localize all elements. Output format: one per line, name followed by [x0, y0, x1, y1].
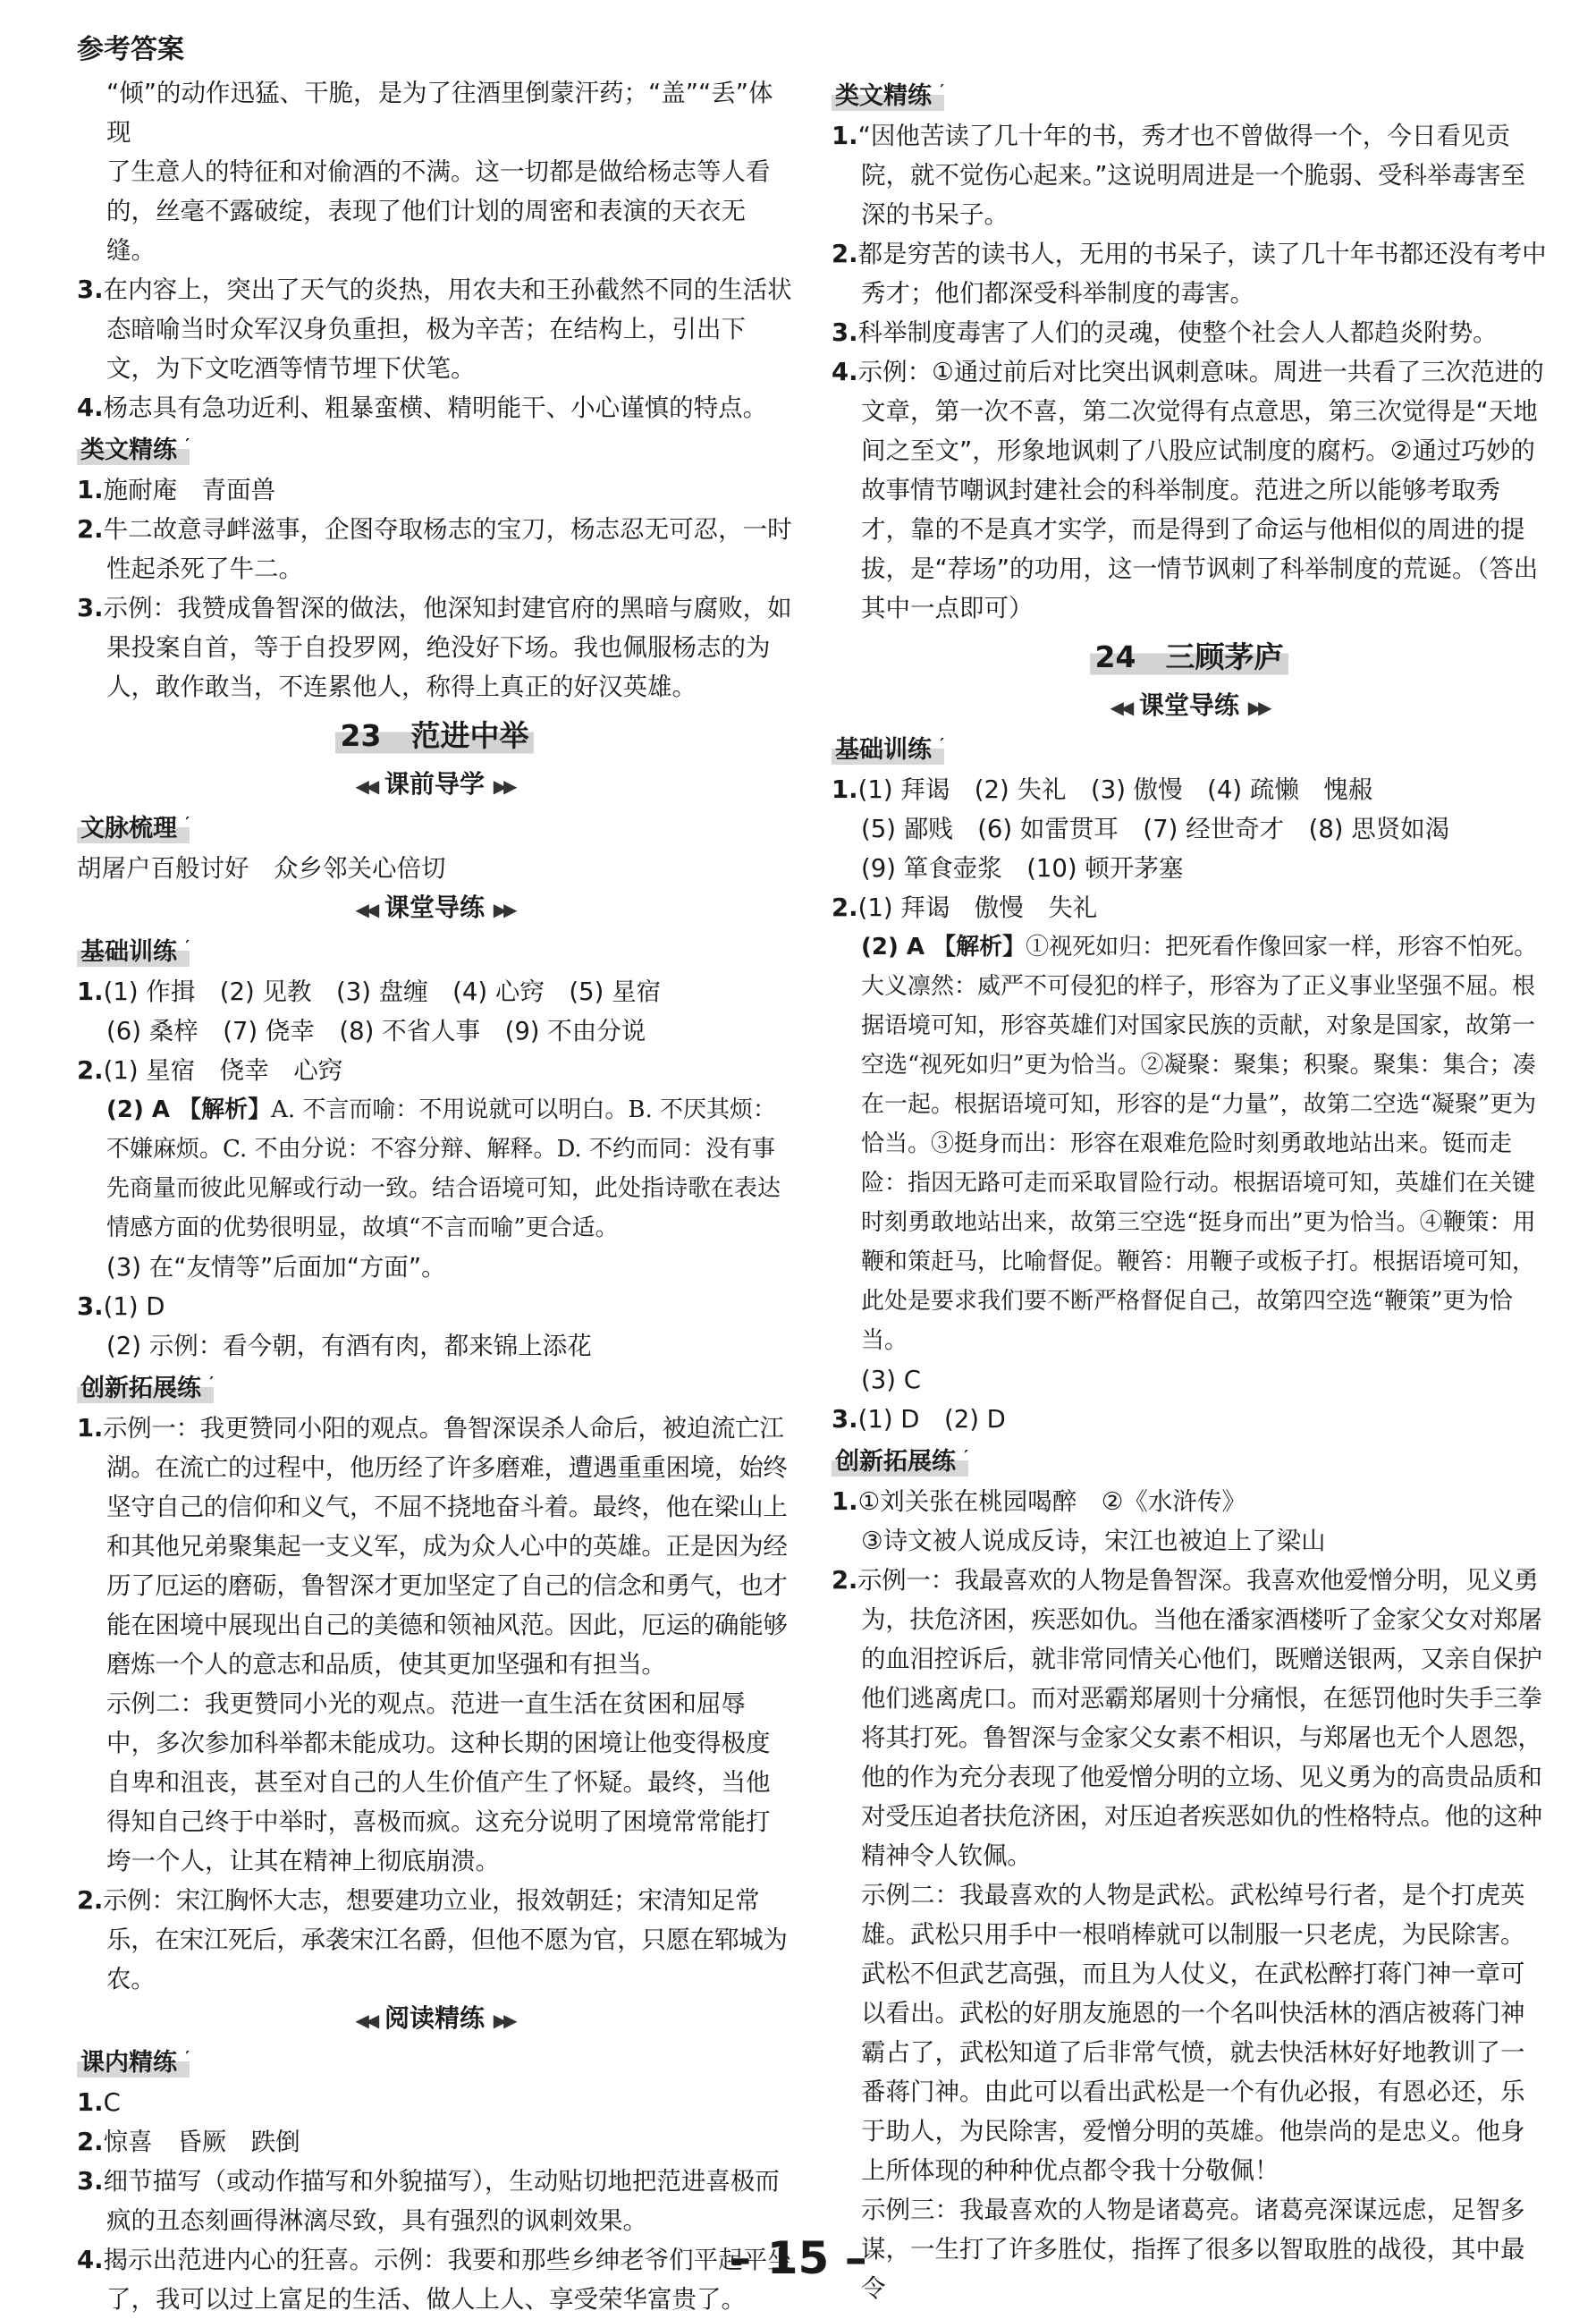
lesson-title-23: 23 范进中举 — [77, 715, 792, 757]
chuangxin-answer-1-line2: ③诗文被人说成反诗，宋江也被迫上了梁山 — [861, 1527, 1326, 1555]
answer-4: 4.杨志具有急功近利、粗暴蛮横、精明能干、小心谨慎的特点。 — [77, 394, 768, 422]
leiwen-answer-1: 1.施耐庵 青面兽 — [77, 476, 276, 504]
kenei-answer-2: 2.惊喜 昏厥 跌倒 — [77, 2128, 300, 2156]
intro-line: 的，丝毫不露破绽，表现了他们计划的周密和表演的天衣无缝。 — [106, 197, 746, 265]
banner-kqdx: ◀◀ 课前导学 ▶▶ — [355, 769, 514, 799]
section-title-chuangxin: 创新拓展练 ′ — [832, 1444, 968, 1480]
banner-ktdl: ◀◀ 课堂导练 ▶▶ — [1110, 690, 1269, 720]
page-header: 参考答案 — [77, 34, 184, 65]
kenei-answer-1: 1.C — [77, 2088, 121, 2117]
leiwen-answer-3: 3.示例：我赞成鲁智深的做法，他深知封建官府的黑暗与腐败，如果投案自首，等于自投罗网，绝没好下场。我也佩服杨志的为人，敢作敢当，不连累他人，称得上真正的好汉英雄。 — [77, 594, 792, 701]
jichu-answer-1: 1.(1) 作揖 (2) 见教 (3) 盘缠 (4) 心窍 (5) 星宿 — [77, 978, 662, 1006]
jichu-answer-1-line2: (5) 鄙贱 (6) 如雷贯耳 (7) 经世奇才 (8) 思贤如渴 — [861, 815, 1450, 843]
right-column — [832, 73, 1547, 2308]
chuangxin-answer-2: 2.示例一：我最喜欢的人物是鲁智深。我喜欢他爱憎分明，见义勇为，扶危济困，疾恶如仇。当他在潘家酒楼听了金家父女对郑屠的血泪控诉后，就非常同情关心他们，既赠送银两，又亲自保护他们逃离虎口。而对恶霸郑屠则十分痛恨，在惩罚他时失手三拳将其打死。鲁智深与金家父女素不相识，与郑屠也无个人恩怨，他的作为充分表现了他爱憎分明的立场、见义勇为的高贵品质和对受压迫者扶危济困，对压迫者疾恶如仇的性格特点。他的这种精神令人钦佩。 — [832, 1566, 1542, 1870]
lesson-title-24: 24 三顾茅庐 — [832, 637, 1547, 679]
leiwen-answer-2: 2.牛二故意寻衅滋事，企图夺取杨志的宝刀，杨志忍无可忍，一时性起杀死了牛二。 — [77, 515, 792, 583]
page-number: – 15 – — [729, 2232, 867, 2284]
jichu-answer-2-part3: (3) 在“友情等”后面加“方面”。 — [106, 1253, 446, 1282]
answer-3: 3.在内容上，突出了天气的炎热，用农夫和王孙截然不同的生活状态暗喻当时众军汉身负重担，极为辛苦；在结构上，引出下文，为下文吃酒等情节埋下伏笔。 — [77, 275, 792, 383]
jichu-answer-1: 1.(1) 拜谒 (2) 失礼 (3) 傲慢 (4) 疏懒 愧赧 — [832, 775, 1373, 804]
left-column — [77, 73, 792, 2319]
wenmai-text: 胡屠户百般讨好 众乡邻关心倍切 — [77, 854, 446, 883]
jichu-answer-2-part3: (3) C — [861, 1366, 921, 1394]
chuangxin-answer-1: 1.①刘关张在桃园喝醉 ②《水浒传》 — [832, 1487, 1246, 1516]
jichu-answer-3: 3.(1) D — [77, 1292, 165, 1321]
kenei-answer-3: 3.细节描写（或动作描写和外貌描写），生动贴切地把范进喜极而疯的丑态刻画得淋漓尽致，具有强烈的讽刺效果。 — [77, 2167, 780, 2235]
intro-line: “倾”的动作迅猛、干脆，是为了往酒里倒蒙汗药；“盖”“丢”体现 — [106, 79, 773, 147]
section-title-leiwen: 类文精练 ′ — [832, 79, 944, 114]
kenei-answer-4: 4.揭示出范进内心的狂喜。示例：我要和那些乡绅老爷们平起平坐了，我可以过上富足的生活、做人上人、享受荣华富贵了。 — [77, 2246, 792, 2314]
section-title-jichu: 基础训练 ′ — [77, 935, 190, 970]
leiwen-answer-1: 1.“因他苦读了几十年的书，秀才也不曾做得一个，今日看见贡院，就不觉伤心起来。”这说明周进是一个脆弱、受科举毒害至深的书呆子。 — [832, 122, 1525, 229]
banner-ydjl: ◀◀ 阅读精练 ▶▶ — [355, 2003, 514, 2033]
chuangxin-answer-1-example2: 示例二：我更赞同小光的观点。范进一直生活在贫困和屈辱中，多次参加科举都未能成功。这种长期的困境让他变得极度自卑和沮丧，甚至对自己的人生价值产生了怀疑。最终，当他得知自己终于中举时，喜极而疯。这充分说明了困境常常能打垮一个人，让其在精神上彻底崩溃。 — [106, 1689, 771, 1875]
section-title-wenmai: 文脉梳理 ′ — [77, 811, 190, 847]
jichu-answer-3: 3.(1) D (2) D — [832, 1405, 1006, 1434]
section-title-leiwen: 类文精练 ′ — [77, 433, 190, 469]
intro-line: 了生意人的特征和对偷酒的不满。这一切都是做给杨志等人看 — [106, 157, 771, 186]
chuangxin-answer-2: 2.示例：宋江胸怀大志，想要建功立业，报效朝廷；宋清知足常乐，在宋江死后，承袭宋江名爵，但他不愿为官，只愿在郓城为农。 — [77, 1886, 788, 1993]
jichu-answer-1-line2: (6) 桑梓 (7) 侥幸 (8) 不省人事 (9) 不由分说 — [106, 1017, 646, 1045]
section-title-chuangxin: 创新拓展练 ′ — [77, 1371, 214, 1407]
jichu-answer-2: 2.(1) 拜谒 傲慢 失礼 — [832, 893, 1098, 922]
jichu-answer-2: 2.(1) 星宿 侥幸 心窍 — [77, 1056, 343, 1085]
leiwen-answer-3: 3.科举制度毒害了人们的灵魂，使整个社会人人都趋炎附势。 — [832, 318, 1498, 347]
section-title-jichu: 基础训练 ′ — [832, 732, 944, 768]
jichu-answer-2-explanation: (2) A 【解析】①视死如归：把死看作像回家一样，形容不怕死。大义凛然：威严不可侵犯的样子，形容为了正义事业坚强不屈。根据语境可知，形容英雄们对国家民族的贡献，对象是国家，故第一空选“视死如归”更为恰当。②凝聚：聚集；积聚。聚集：集合；凑在一起。根据语境可知，形容的是“力量”，故第二空选“凝聚”更为恰当。③挺身而出：形容在艰难危险时刻勇敢地站出来。铤而走险：指因无路可走而采取冒险行动。根据语境可知，英雄们在关键时刻勇敢地站出来，故第三空选“挺身而出”更为恰当。④鞭策：用鞭和策赶马，比喻督促。鞭笞：用鞭子或板子打。根据语境可知，此处是要求我们要不断严格督促自己，故第四空选“鞭策”更为恰当。 — [861, 934, 1538, 1354]
leiwen-answer-4: 4.示例：①通过前后对比突出讽刺意味。周进一共看了三次范进的文章，第一次不喜，第二次觉得有点意思，第三次觉得是“天地间之至文”，形象地讽刺了八股应试制度的腐朽。②通过巧妙的故事情节嘲讽封建社会的科举制度。范进之所以能够考取秀才，靠的不是真才实学，而是得到了命运与他相似的周进的提拔，是“荐场”的功用，这一情节讽刺了科举制度的荒诞。（答出其中一点即可） — [832, 358, 1544, 622]
jichu-answer-3-line2: (2) 示例：看今朝，有酒有肉，都来锦上添花 — [106, 1332, 592, 1360]
banner-ktdl: ◀◀ 课堂导练 ▶▶ — [355, 893, 514, 922]
jichu-answer-1-line3: (9) 箪食壶浆 (10) 顿开茅塞 — [861, 854, 1184, 883]
chuangxin-answer-2-example3: 示例三：我最喜欢的人物是诸葛亮。诸葛亮深谋远虑，足智多谋，一生打了许多胜仗，指挥了很多以智取胜的战役，其中最令 — [861, 2196, 1525, 2303]
chuangxin-answer-1: 1.示例一：我更赞同小阳的观点。鲁智深误杀人命后，被迫流亡江湖。在流亡的过程中，他历经了许多磨难，遭遇重重困境，始终坚守自己的信仰和义气，不屈不挠地奋斗着。最终，他在梁山上和其他兄弟聚集起一支义军，成为众人心中的英雄。正是因为经历了厄运的磨砺，鲁智深才更加坚定了自己的信念和勇气，也才能在困境中展现出自己的美德和领袖风范。因此，厄运的确能够磨炼一个人的意志和品质，使其更加坚强和有担当。 — [77, 1414, 788, 1679]
leiwen-answer-2: 2.都是穷苦的读书人，无用的书呆子，读了几十年书都还没有考中秀才；他们都深受科举制度的毒害。 — [832, 240, 1547, 308]
jichu-answer-2-explanation: (2) A 【解析】A. 不言而喻：不用说就可以明白。B. 不厌其烦：不嫌麻烦。C. 不由分说：不容分辩、解释。D. 不约而同：没有事先商量而彼此见解或行动一致。结合语境可知，此处指诗歌在表达情感方面的优势很明显，故填“不言而喻”更合适。 — [106, 1096, 781, 1241]
chuangxin-answer-2-example2: 示例二：我最喜欢的人物是武松。武松绰号行者，是个打虎英雄。武松只用手中一根哨棒就可以制服一只老虎，为民除害。武松不但武艺高强，而且为人仗义，在武松醉打蒋门神一章可以看出。武松的好朋友施恩的一个名叫快活林的酒店被蒋门神霸占了，武松知道了后非常气愤，就去快活林好好地教训了一番蒋门神。由此可以看出武松是一个有仇必报，有恩必还，乐于助人，为民除害，爱憎分明的英雄。他崇尚的是忠义。他身上所体现的种种优点都令我十分敬佩！ — [861, 1881, 1525, 2185]
section-title-kenei: 课内精练 ′ — [77, 2045, 190, 2081]
